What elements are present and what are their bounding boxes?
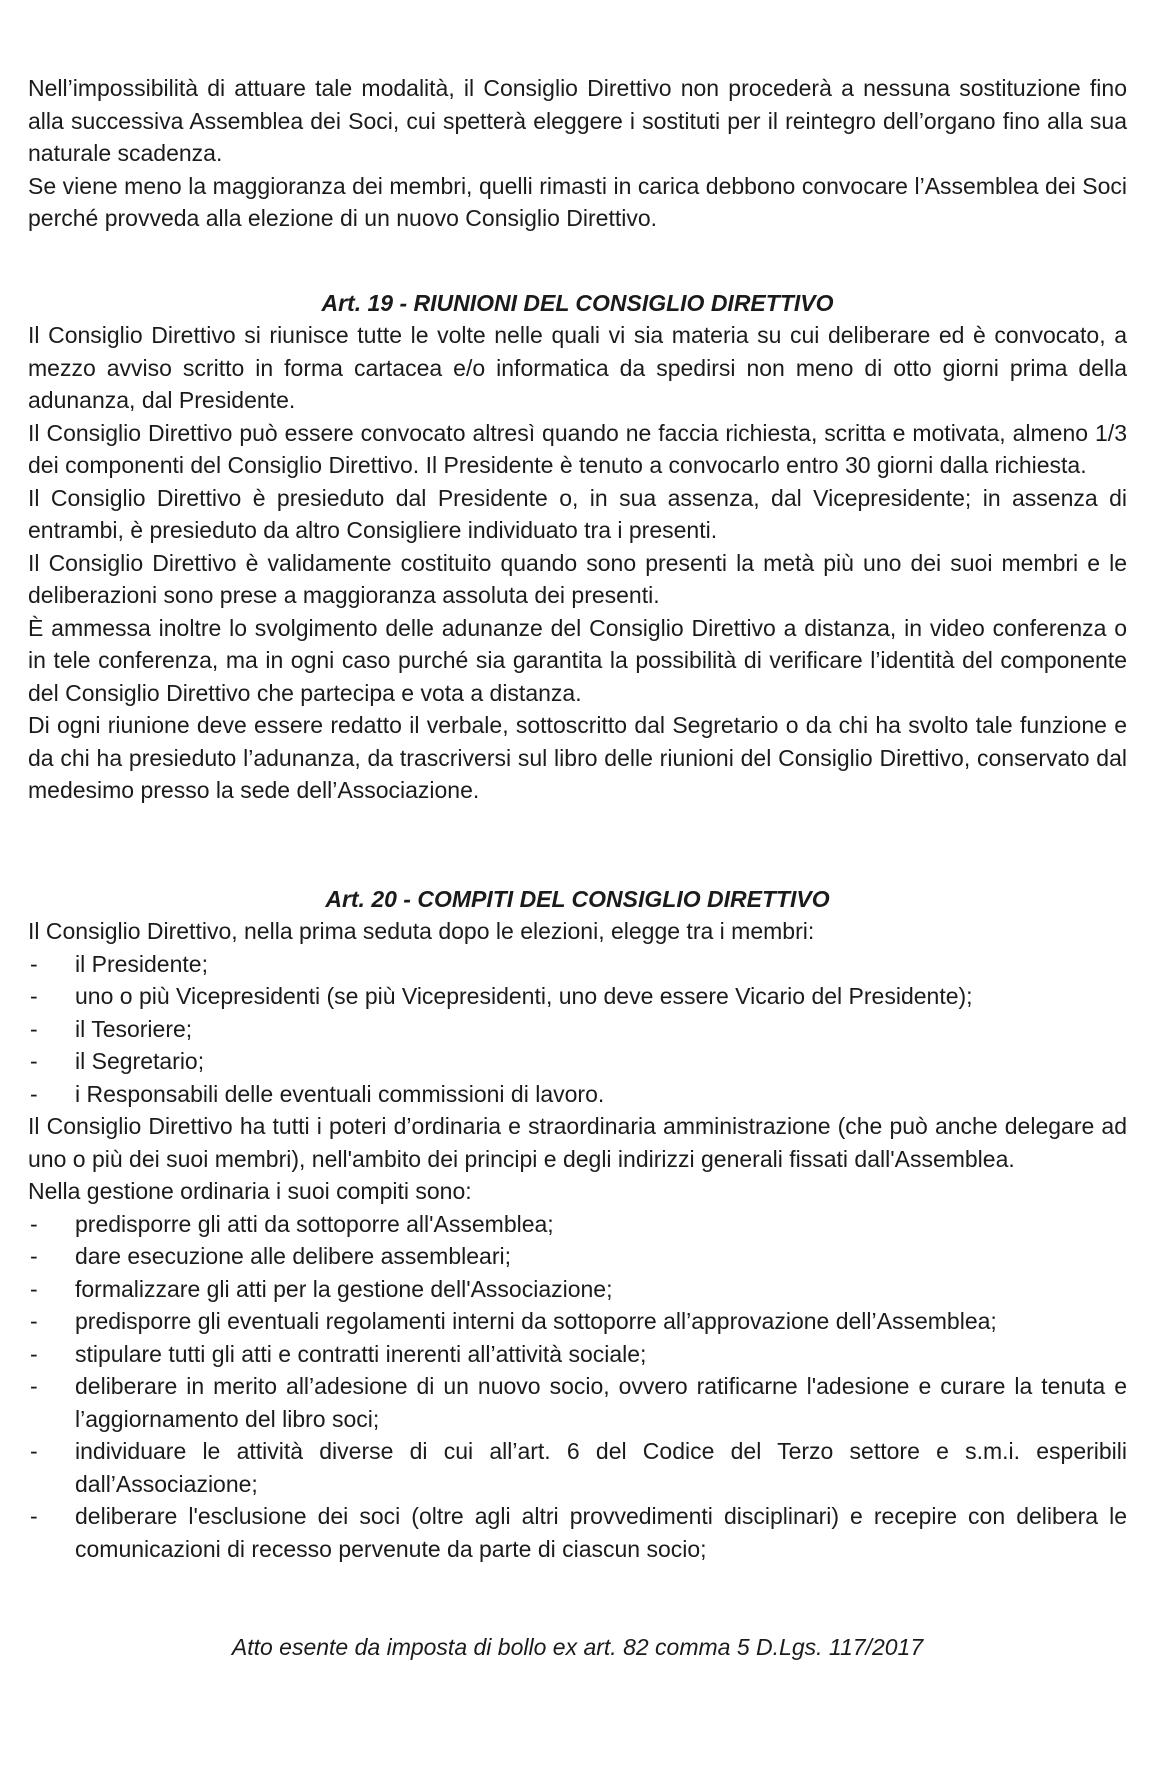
list-item-text: dare esecuzione alle delibere assembleari; — [75, 1243, 511, 1269]
list-item-text: stipulare tutti gli atti e contratti inerenti all’attività sociale; — [75, 1340, 647, 1367]
list-item — [28, 1013, 1127, 1046]
paragraph: Se viene meno la maggioranza dei membri, quelli rimasti in carica debbono convocare l’Assemblea dei Soci perché provveda alla elezione di un nuovo Consiglio Direttivo. — [28, 172, 1127, 231]
paragraph: Il Consiglio Direttivo si riunisce tutte le volte nelle quali vi sia materia su cui deliberare ed è convocato, a mezzo avviso scritto in forma cartacea e/o informatica da spedirsi non meno di otto giorni prima della adunanza, dal Presidente. — [28, 322, 1127, 413]
list-item-text: predisporre gli eventuali regolamenti interni da sottoporre all’approvazione dell’Assemblea; — [75, 1308, 997, 1334]
list-item-text: il Segretario; — [75, 1048, 205, 1074]
paragraph: È ammessa inoltre lo svolgimento delle adunanze del Consiglio Direttivo a distanza, in video conferenza o in tele conferenza, ma in ogni caso purché sia garantita la possibilità di verificare l’identità del componente del Consiglio Direttivo che partecipa e vota a distanza. — [28, 614, 1127, 706]
list-item-text: formalizzare gli atti per la gestione dell'Associazione; — [75, 1275, 613, 1302]
dash-marker: - — [30, 1275, 38, 1302]
list-item — [28, 1435, 1127, 1500]
dash-marker: - — [30, 1015, 38, 1042]
list-item-text: il Tesoriere; — [75, 1015, 193, 1042]
dash-marker: - — [30, 950, 38, 977]
list-item — [28, 948, 1127, 981]
page-footer: Atto esente da imposta di bollo ex art. 82 comma 5 D.Lgs. 117/2017 — [231, 1634, 924, 1660]
list-item — [28, 1305, 1127, 1338]
paragraph: Il Consiglio Direttivo è validamente costituito quando sono presenti la metà più uno dei suoi membri e le deliberazioni sono prese a maggioranza assoluta dei presenti. — [28, 549, 1127, 608]
dash-marker: - — [30, 1243, 38, 1269]
dash-marker: - — [30, 983, 38, 1009]
paragraph: Il Consiglio Direttivo ha tutti i poteri d’ordinaria e straordinaria amministrazione (che può anche delegare ad uno o più dei suoi membri), nell'ambito dei principi e degli indirizzi generali fissati dall'Assemblea. — [28, 1113, 1127, 1172]
list-item-text: uno o più Vicepresidenti (se più Vicepresidenti, uno deve essere Vicario del Presidente); — [75, 983, 973, 1009]
dash-list — [28, 948, 1127, 1111]
dash-marker: - — [30, 1210, 38, 1237]
list-item-text: deliberare in merito all’adesione di un nuovo socio, ovvero ratificarne l'adesione e curare la tenuta e l’aggiornamento del libro soci; — [75, 1373, 1127, 1432]
list-item-text: predisporre gli atti da sottoporre all'Assemblea; — [75, 1210, 554, 1237]
list-item-text: individuare le attività diverse di cui all’art. 6 del Codice del Terzo settore e s.m.i. esperibili dall’Associazione; — [75, 1438, 1127, 1497]
list-item — [28, 1500, 1127, 1565]
list-item — [28, 980, 1127, 1013]
paragraph: Il Consiglio Direttivo, nella prima seduta dopo le elezioni, elegge tra i membri: — [28, 918, 815, 944]
list-item — [28, 1370, 1127, 1435]
dash-marker: - — [30, 1308, 38, 1334]
article-heading: Art. 19 - RIUNIONI DEL CONSIGLIO DIRETTIVO — [321, 289, 834, 316]
dash-marker: - — [30, 1503, 38, 1529]
list-item — [28, 1273, 1127, 1306]
paragraph: Il Consiglio Direttivo è presieduto dal Presidente o, in sua assenza, dal Vicepresidente; in assenza di entrambi, è presieduto da altro Consigliere individuato tra i presenti. — [28, 484, 1127, 543]
paragraph: Nell’impossibilità di attuare tale modalità, il Consiglio Direttivo non procederà a nessuna sostituzione fino alla successiva Assemblea dei Soci, cui spetterà eleggere i sostituti per il reintegro dell’organo fino alla sua naturale scadenza. — [28, 75, 1127, 166]
list-item-text: deliberare l'esclusione dei soci (oltre agli altri provvedimenti disciplinari) e recepire con delibera le comunicazioni di recesso pervenute da parte di ciascun socio; — [75, 1503, 1127, 1562]
dash-list — [28, 1208, 1127, 1566]
paragraph: Di ogni riunione deve essere redatto il verbale, sottoscritto dal Segretario o da chi ha svolto tale funzione e da chi ha presieduto l’adunanza, da trascriversi sul libro delle riunioni del Consiglio Direttivo, conservato dal medesimo presso la sede dell’Associazione. — [28, 712, 1127, 803]
list-item-text: i Responsabili delle eventuali commissioni di lavoro. — [75, 1080, 605, 1107]
list-item — [28, 1208, 1127, 1241]
article-heading: Art. 20 - COMPITI DEL CONSIGLIO DIRETTIVO — [325, 885, 830, 912]
dash-marker: - — [30, 1048, 38, 1074]
dash-marker: - — [30, 1340, 38, 1367]
document-body — [28, 72, 1127, 1664]
dash-marker: - — [30, 1438, 38, 1464]
list-item — [28, 1078, 1127, 1111]
list-item — [28, 1338, 1127, 1371]
list-item — [28, 1045, 1127, 1078]
paragraph: Nella gestione ordinaria i suoi compiti sono: — [28, 1178, 472, 1204]
paragraph: Il Consiglio Direttivo può essere convocato altresì quando ne faccia richiesta, scritta e motivata, almeno 1/3 dei componenti del Consiglio Direttivo. Il Presidente è tenuto a convocarlo entro 30 giorni dalla richiesta. — [28, 419, 1127, 478]
dash-marker: - — [30, 1080, 38, 1107]
list-item-text: il Presidente; — [75, 950, 208, 977]
dash-marker: - — [30, 1373, 38, 1399]
list-item — [28, 1240, 1127, 1273]
